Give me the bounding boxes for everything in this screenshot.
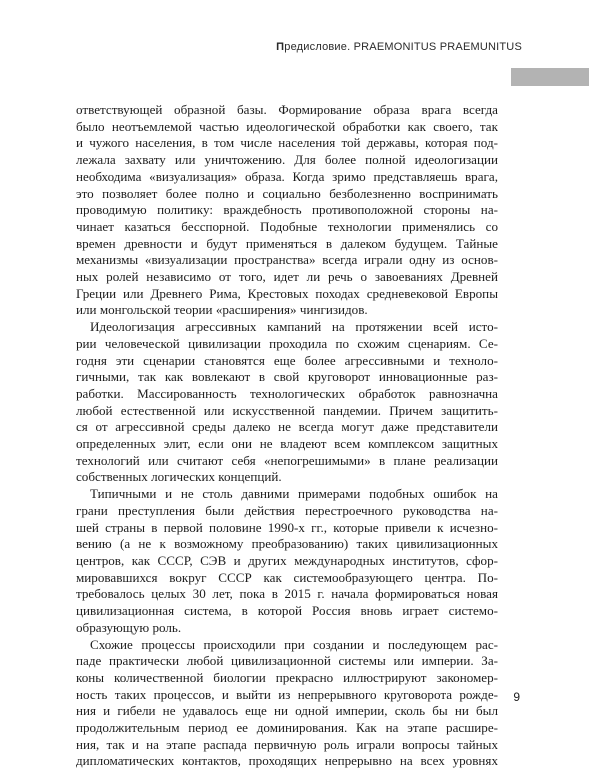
text-line: или монгольской теории «расширения» чингизидов. xyxy=(76,302,498,319)
text-line: годня эти сценарии становятся еще более агрессивными и техноло- xyxy=(76,353,498,370)
text-line: Греции или Древнего Рима, Крестовых походах средневековой Европы xyxy=(76,286,498,303)
text-line: было неотъемлемой частью идеологической обработки как своего, так xyxy=(76,119,498,136)
text-line: мировавшихся вокруг СССР как системообразующего центра. По- xyxy=(76,570,498,587)
text-line: коны количественной биологии прекрасно иллюстрируют закономер- xyxy=(76,670,498,687)
text-line: ответствующей образной базы. Формирование образа врага всегда xyxy=(76,102,498,119)
text-line: Идеологизация агрессивных кампаний на протяжении всей исто- xyxy=(76,319,498,336)
text-line: времен древности и будут применяться в далеком будущем. Тайные xyxy=(76,236,498,253)
paragraph xyxy=(76,319,498,486)
text-line: необходима «визуализация» образа. Когда зримо представляешь врага, xyxy=(76,169,498,186)
text-line: центров, как СССР, СЭВ и других международных институтов, сфор- xyxy=(76,553,498,570)
text-line: собственных логических концепций. xyxy=(76,469,498,486)
text-line: лежала захвату или уничтожению. Для более полной идеологизации xyxy=(76,152,498,169)
text-line: ся от агрессивной среды далеко не всегда могут даже представители xyxy=(76,419,498,436)
running-head-drop-letter: П xyxy=(276,41,284,53)
text-line: Типичными и не столь давними примерами подобных ошибок на xyxy=(76,486,498,503)
text-line: и чужого населения, в том числе населения той державы, которая под- xyxy=(76,135,498,152)
text-line: технологий или считают себя «непогрешимыми» в плане реализации xyxy=(76,453,498,470)
text-line: рии человеческой цивилизации проходила по схожим сценариям. Се- xyxy=(76,336,498,353)
body-text xyxy=(76,102,498,770)
chapter-tab-marker xyxy=(511,68,589,86)
paragraph xyxy=(76,486,498,636)
text-line: проводимую политику: враждебность противоположной стороны на- xyxy=(76,202,498,219)
text-line: вению (а не к возможному преобразованию) таких цивилизационных xyxy=(76,536,498,553)
text-line: работки. Массированность технологических обработок равнозначна xyxy=(76,386,498,403)
page-number: 9 xyxy=(513,690,520,704)
text-line: ния и гибели не удавалось еще ни одной империи, сколь бы ни был xyxy=(76,703,498,720)
text-line: паде практически любой цивилизационной системы или империи. За- xyxy=(76,653,498,670)
text-line: шей страны в первой половине 1990-х гг., которые привели к исчезно- xyxy=(76,520,498,537)
text-line: дипломатических контактов, проходящих непрерывно на всех уровнях xyxy=(76,753,498,770)
running-head-title: редисловие. PRAEMONITUS PRAEMUNITUS xyxy=(284,41,522,53)
text-line: образующую роль. xyxy=(76,620,498,637)
text-line: грани преступления были действия перестроечного руководства на- xyxy=(76,503,498,520)
text-line: Схожие процессы происходили при создании и последующем рас- xyxy=(76,637,498,654)
text-line: продолжительным период ее доминирования. Как на этапе расшире- xyxy=(76,720,498,737)
text-line: цивилизационная система, в которой Россия вновь играет системо- xyxy=(76,603,498,620)
text-line: требовалось целых 30 лет, пока в 2015 г. начала формироваться новая xyxy=(76,586,498,603)
text-line: чинает казаться бесспорной. Подобные технологии применялись со xyxy=(76,219,498,236)
text-line: определенных элит, если они не владеют всем комплексом защитных xyxy=(76,436,498,453)
text-line: гичными, так как вовлекают в свой круговорот инновационные раз- xyxy=(76,369,498,386)
text-line: ных ролей независимо от того, идет ли речь о завоеваниях Древней xyxy=(76,269,498,286)
running-head xyxy=(276,41,522,53)
text-line: любой естественной или искусственной пандемии. Причем защитить- xyxy=(76,403,498,420)
paragraph xyxy=(76,102,498,319)
text-line: ность таких процессов, и выйти из непрерывного круговорота рожде- xyxy=(76,687,498,704)
text-line: это позволяет более полно и социально безболезненно воспринимать xyxy=(76,186,498,203)
text-line: ния, так и на этапе распада первичную роль играли вопросы тайных xyxy=(76,737,498,754)
text-line: механизмы «визуализации пространства» всегда играли одну из основ- xyxy=(76,252,498,269)
